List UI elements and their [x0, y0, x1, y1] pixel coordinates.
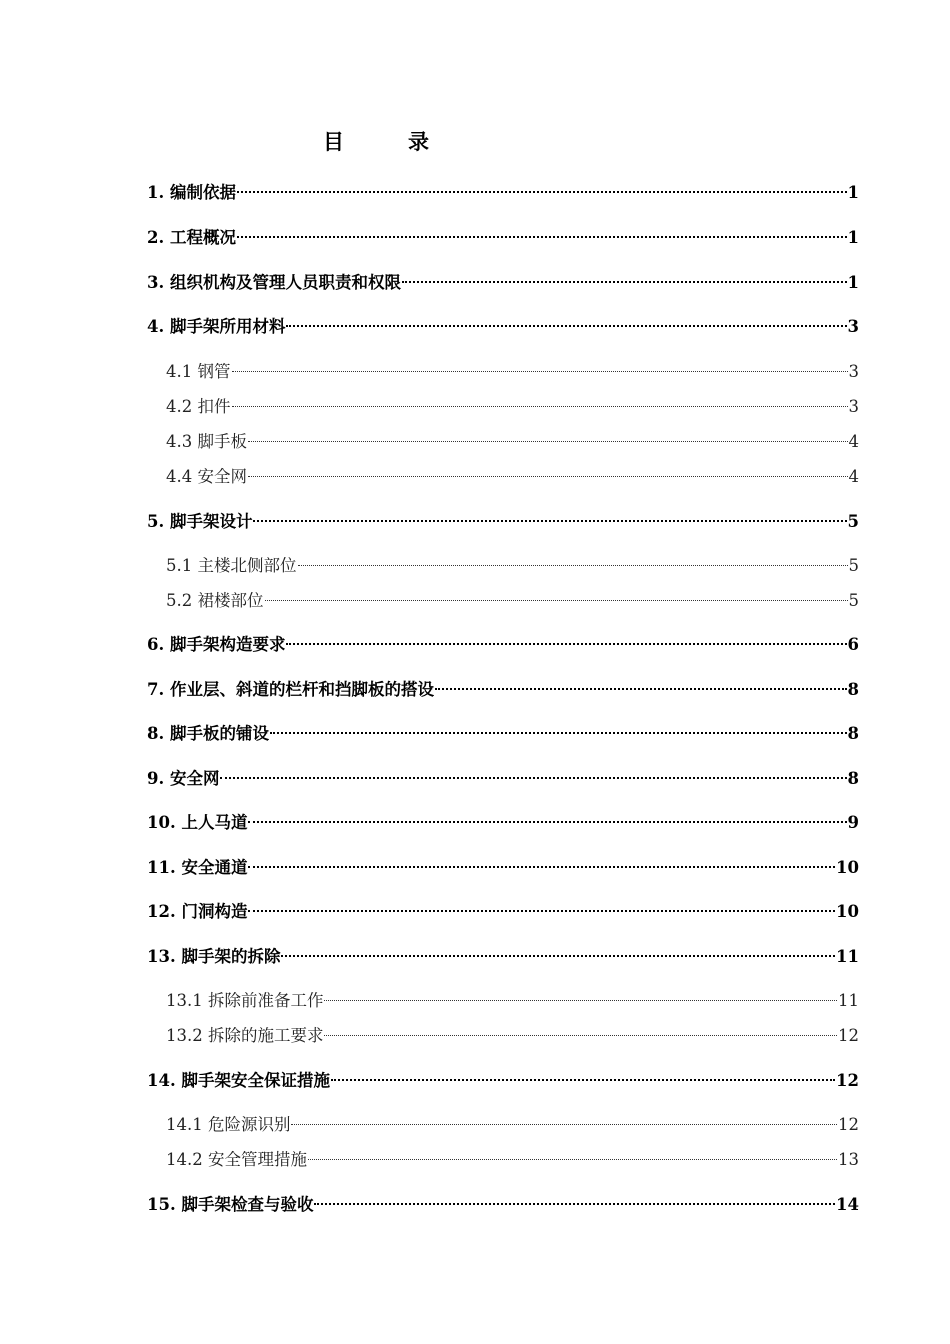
toc-entry-title: 2. 工程概况: [147, 228, 236, 247]
title-char-left: 目: [323, 130, 344, 154]
toc-entry[interactable]: [147, 1064, 859, 1092]
toc-entry-title: 10. 上人马道: [147, 813, 248, 832]
toc-subentry[interactable]: [166, 425, 859, 453]
toc-entry-title: 15. 脚手架检查与验收: [147, 1195, 314, 1214]
toc-entry-title: 14.1 危险源识别: [166, 1115, 291, 1134]
toc-entry-title: 14.2 安全管理措施: [166, 1150, 307, 1169]
toc-subentry[interactable]: [166, 1108, 859, 1136]
toc-subentry[interactable]: [166, 390, 859, 418]
dot-leader: [219, 762, 847, 784]
dot-leader: [247, 806, 847, 828]
toc-entry-title: 5.1 主楼北侧部位: [166, 556, 297, 575]
toc-entry[interactable]: [147, 940, 859, 968]
dot-leader: [280, 940, 836, 962]
toc-page-number: 4: [848, 467, 859, 486]
toc-page-number: 5: [848, 556, 859, 575]
title-char-right: 录: [408, 130, 429, 154]
toc-subentry[interactable]: [166, 584, 859, 612]
toc-page-number: 8: [847, 769, 859, 788]
toc-entry-title: 8. 脚手板的铺设: [147, 724, 269, 743]
toc-page-number: 3: [848, 362, 859, 381]
toc-entry-title: 6. 脚手架构造要求: [147, 635, 286, 654]
toc-entry[interactable]: [147, 851, 859, 879]
toc-entry-title: 4.4 安全网: [166, 467, 247, 486]
toc-page-number: 8: [847, 680, 859, 699]
toc-page-number: 4: [848, 432, 859, 451]
dot-leader: [247, 425, 849, 447]
toc-entry-title: 11. 安全通道: [147, 858, 248, 877]
toc-entry-title: 4.1 钢管: [166, 362, 231, 381]
toc-page-number: 12: [838, 1115, 859, 1134]
toc-page-number: 11: [836, 947, 859, 966]
toc-page-number: 10: [836, 858, 859, 877]
toc-page-number: 1: [847, 183, 859, 202]
toc-entry[interactable]: [147, 806, 859, 834]
toc-entry-title: 4. 脚手架所用材料: [147, 317, 286, 336]
toc-entry-title: 4.2 扣件: [166, 397, 231, 416]
toc-subentry[interactable]: [166, 1019, 859, 1047]
toc-entry[interactable]: [147, 310, 859, 338]
dot-leader: [264, 584, 849, 606]
dot-leader: [434, 673, 848, 695]
toc-page-number: 1: [847, 273, 859, 292]
toc-page-number: 3: [848, 397, 859, 416]
toc-page-number: 5: [847, 512, 859, 531]
dot-leader: [247, 851, 836, 873]
toc-entry-title: 4.3 脚手板: [166, 432, 247, 451]
toc-entry[interactable]: [147, 628, 859, 656]
dot-leader: [323, 1019, 838, 1041]
toc-entry[interactable]: [147, 673, 859, 701]
toc-subentry[interactable]: [166, 1143, 859, 1171]
dot-leader: [247, 460, 849, 482]
toc-page-number: 6: [847, 635, 859, 654]
dot-leader: [307, 1143, 838, 1165]
dot-leader: [285, 628, 847, 650]
toc-subentry[interactable]: [166, 355, 859, 383]
dot-leader: [313, 1188, 836, 1210]
dot-leader: [231, 355, 849, 377]
dot-leader: [330, 1064, 836, 1086]
toc-subentry[interactable]: [166, 984, 859, 1012]
toc-page-number: 1: [847, 228, 859, 247]
toc-entry[interactable]: [147, 1188, 859, 1216]
toc-page-number: 13: [838, 1150, 859, 1169]
toc-page-number: 10: [836, 902, 859, 921]
toc-entry[interactable]: [147, 895, 859, 923]
toc-entry-title: 9. 安全网: [147, 769, 220, 788]
toc-entry-title: 1. 编制依据: [147, 183, 236, 202]
toc-subentry[interactable]: [166, 460, 859, 488]
toc-page-number: 11: [838, 991, 859, 1010]
dot-leader: [269, 717, 848, 739]
dot-leader: [252, 505, 847, 527]
toc-page-number: 3: [847, 317, 859, 336]
toc-entry-title: 13. 脚手架的拆除: [147, 947, 281, 966]
toc-entry[interactable]: [147, 762, 859, 790]
toc-page-number: 5: [848, 591, 859, 610]
dot-leader: [401, 266, 848, 288]
toc-entry[interactable]: [147, 717, 859, 745]
dot-leader: [236, 176, 848, 198]
dot-leader: [323, 984, 838, 1006]
toc-page-number: 8: [847, 724, 859, 743]
dot-leader: [290, 1108, 838, 1130]
toc-entry[interactable]: [147, 266, 859, 294]
dot-leader: [231, 390, 849, 412]
toc-entry[interactable]: [147, 176, 859, 204]
toc-page-number: 14: [836, 1195, 859, 1214]
toc-subentry[interactable]: [166, 549, 859, 577]
dot-leader: [236, 221, 848, 243]
dot-leader: [297, 549, 849, 571]
toc-entry-title: 14. 脚手架安全保证措施: [147, 1071, 330, 1090]
toc-entry-title: 13.2 拆除的施工要求: [166, 1026, 324, 1045]
toc-entry-title: 5.2 裙楼部位: [166, 591, 264, 610]
toc-entry-title: 3. 组织机构及管理人员职责和权限: [147, 273, 401, 292]
toc-page-number: 12: [838, 1026, 859, 1045]
toc-entry[interactable]: [147, 505, 859, 533]
toc-entry-title: 13.1 拆除前准备工作: [166, 991, 324, 1010]
toc-entry-title: 5. 脚手架设计: [147, 512, 253, 531]
toc-entry-title: 12. 门洞构造: [147, 902, 248, 921]
toc-entry[interactable]: [147, 221, 859, 249]
toc-entry-title: 7. 作业层、斜道的栏杆和挡脚板的搭设: [147, 680, 434, 699]
toc-page-number: 9: [847, 813, 859, 832]
dot-leader: [247, 895, 836, 917]
dot-leader: [285, 310, 847, 332]
toc-page-number: 12: [836, 1071, 859, 1090]
